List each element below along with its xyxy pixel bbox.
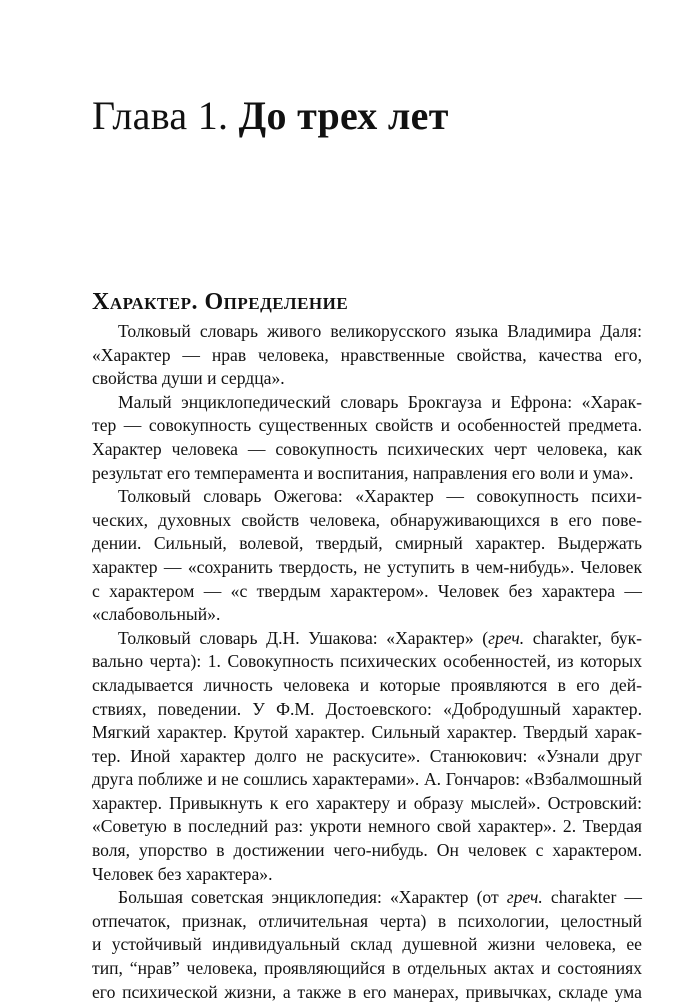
text-line: тип, “нрав” человека, проявляющийся в отдельных актах и состояниях: [92, 958, 642, 979]
text-line: ствиях, поведении. У Ф.М. Достоевского: «Добродушный характер.: [92, 698, 642, 719]
chapter-title-prefix: Глава 1.: [92, 93, 239, 138]
text-line: «Характер — нрав человека, нравственные свойства, качества его,: [92, 344, 642, 365]
text-line: Мягкий характер. Крутой характер. Сильный характер. Твердый харак-: [92, 722, 642, 743]
text-line: ческих, духовных свойств человека, обнаруживающихся в его пове-: [92, 509, 642, 530]
text-line: Большая советская энциклопедия: «Характер (от греч. charakter —: [118, 887, 642, 908]
text-line: Толковый словарь Д.Н. Ушакова: «Характер» (греч. charakter, бук-: [118, 627, 642, 648]
text-line: «слабовольный».: [92, 604, 221, 625]
text-line: Человек без характера».: [92, 863, 273, 884]
chapter-title-main: До трех лет: [238, 93, 449, 138]
chapter-title: [92, 92, 449, 139]
paragraph-dal: [92, 320, 642, 391]
text-line: тер. Иной характер долго не раскусите». Станюкович: «Узнали друг: [92, 745, 642, 766]
text-line: результат его темперамента и воспитания, направления его воли и ума».: [92, 462, 634, 483]
text-line: друга поближе и не сошлись характерами». А. Гончаров: «Взбалмошный: [92, 769, 642, 790]
text-line: вально черта): 1. Совокупность психических особенностей, из которых: [92, 651, 642, 672]
paragraph-bse: [92, 886, 642, 1004]
text-line: свойства души и сердца».: [92, 368, 285, 389]
section-title: Характер. Определение: [92, 289, 349, 315]
text-line: Толковый словарь живого великорусского языка Владимира Даля:: [118, 321, 642, 341]
text-line: воля, упорство в достижении чего-нибудь. Он человек с характером.: [92, 840, 642, 861]
paragraph-ozhegov: [92, 485, 642, 627]
text-line: тер — совокупность существенных свойств и особенностей предмета.: [92, 415, 642, 436]
abbreviation-greek: греч.: [488, 627, 525, 648]
text-line: «Советую в последний раз: укроти немного свой характер». 2. Твердая: [92, 816, 642, 837]
text-line: его психической жизни, а также в его манерах, привычках, складе ума: [92, 981, 642, 1002]
abbreviation-greek: греч.: [506, 887, 543, 908]
text-line: складывается личность человека и которые проявляются в его дей-: [92, 674, 642, 695]
text-line: дении. Сильный, волевой, твердый, смирный характер. Выдержать: [92, 533, 642, 554]
text-line: характер — «сохранить твердость, не уступить в чем-нибудь». Человек: [92, 556, 642, 577]
text-line: Характер человека — совокупность психических черт человека, как: [92, 438, 642, 459]
text-line: Малый энциклопедический словарь Брокгауза и Ефрона: «Харак-: [118, 391, 642, 412]
text-line: с характером — «с твердым характером». Человек без характера —: [92, 580, 642, 601]
text-line: Толковый словарь Ожегова: «Характер — совокупность психи-: [118, 486, 642, 507]
text-line: отпечаток, признак, отличительная черта) в психологии, целостный: [92, 910, 642, 931]
paragraph-brockhaus: [92, 391, 642, 485]
paragraph-ushakov: [92, 627, 642, 887]
body-text: [92, 320, 642, 1004]
text-line: характер. Привыкнуть к его характеру и образу мыслей». Островский:: [92, 792, 642, 813]
text-line: и устойчивый индивидуальный склад душевной жизни человека, ее: [92, 934, 642, 955]
